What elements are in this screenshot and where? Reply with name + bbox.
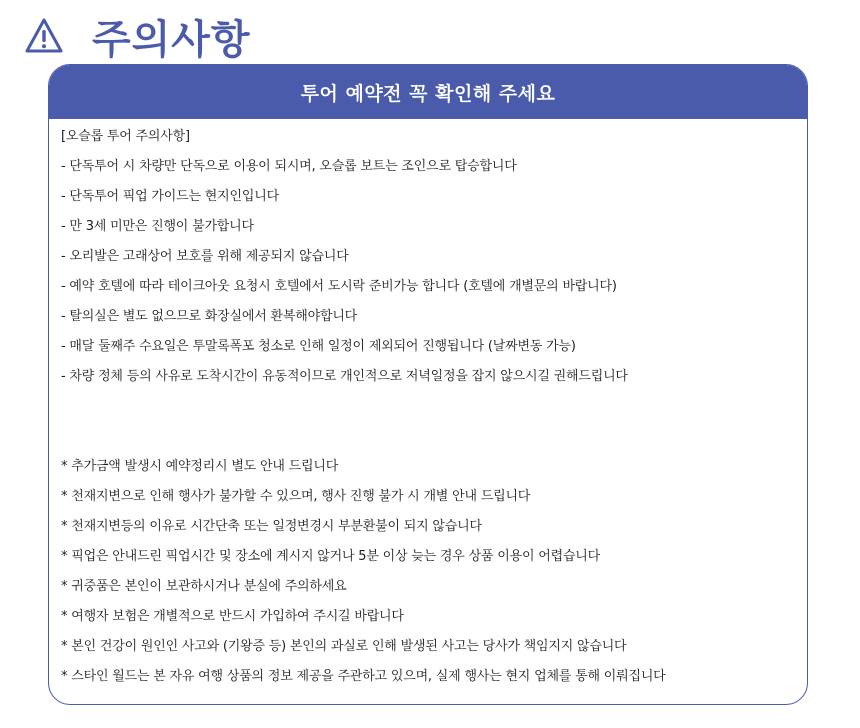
section-spacer xyxy=(61,399,807,459)
note-item: * 추가금액 발생시 예약정리시 별도 안내 드립니다 xyxy=(61,459,339,474)
rule-item: - 단독투어 시 차량만 단독으로 이용이 되시며, 오슬롭 보트는 조인으로 탑승합니다 xyxy=(61,159,517,174)
notice-card xyxy=(48,64,808,705)
card-header xyxy=(49,65,807,119)
rule-item: - 매달 둘째주 수요일은 투말록폭포 청소로 인해 일정이 제외되어 진행됩니다 (날짜변동 가능) xyxy=(61,339,576,354)
warning-triangle-icon xyxy=(24,16,64,56)
notice-heading xyxy=(24,8,251,64)
note-item: * 픽업은 안내드린 픽업시간 및 장소에 계시지 않거나 5분 이상 늦는 경우 상품 이용이 어렵습니다 xyxy=(61,549,601,564)
rule-item: - 만 3세 미만은 진행이 불가합니다 xyxy=(61,219,254,234)
card-header-text: 투어 예약전 꼭 확인해 주세요 xyxy=(300,82,556,105)
page-title: 주의사항 xyxy=(92,16,251,63)
section-title: [오슬롭 투어 주의사항] xyxy=(61,129,190,144)
note-item: * 귀중품은 본인이 보관하시거나 분실에 주의하세요 xyxy=(61,579,347,594)
rule-item: - 탈의실은 별도 없으므로 화장실에서 환복해야합니다 xyxy=(61,309,358,324)
rule-item: - 오리발은 고래상어 보호를 위해 제공되지 않습니다 xyxy=(61,249,349,264)
card-body xyxy=(49,119,807,684)
note-item: * 천재지변등의 이유로 시간단축 또는 일정변경시 부분환불이 되지 않습니다 xyxy=(61,519,482,534)
rule-item: - 예약 호텔에 따라 테이크아웃 요청시 호텔에서 도시락 준비가능 합니다 (호텔에 개별문의 바랍니다) xyxy=(61,279,617,294)
rule-item: - 단독투어 픽업 가이드는 현지인입니다 xyxy=(61,189,279,204)
note-item: * 스타인 월드는 본 자유 여행 상품의 정보 제공을 주관하고 있으며, 실제 행사는 현지 업체를 통해 이뤄집니다 xyxy=(61,669,666,684)
note-item: * 천재지변으로 인해 행사가 불가할 수 있으며, 행사 진행 불가 시 개별 안내 드립니다 xyxy=(61,489,531,504)
rule-item: - 차량 정체 등의 사유로 도착시간이 유동적이므로 개인적으로 저녁일정을 잡지 않으시길 권해드립니다 xyxy=(61,369,628,384)
note-item: * 여행자 보험은 개별적으로 반드시 가입하여 주시길 바랍니다 xyxy=(61,609,404,624)
note-item: * 본인 건강이 원인인 사고와 (기왕증 등) 본인의 과실로 인해 발생된 사고는 당사가 책임지지 않습니다 xyxy=(61,639,627,654)
